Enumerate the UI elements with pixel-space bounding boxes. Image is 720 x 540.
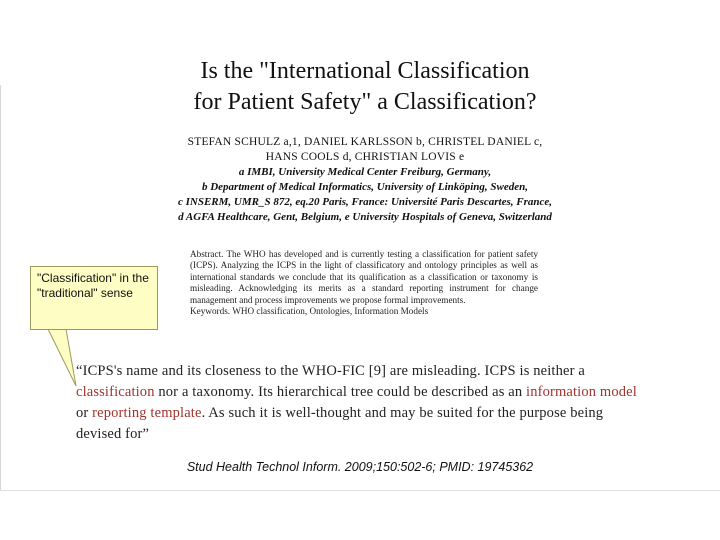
- affiliation-line-3: c INSERM, UMR_S 872, eq.20 Paris, France: Université Paris Descartes, France,: [177, 196, 552, 208]
- abstract-text: Abstract. The WHO has developed and is currently testing a classification for patient safety (ICPS). Analyzing the ICPS in the light of classificatory and ontology principles as well as international standards we conclude that its qualification as a classification or taxonomy is misleading. Acknowledging its merits as a standard reporting instrument for change management and process improvements we propose formal improvements.: [190, 249, 538, 305]
- quote-part-2: nor a taxonomy. Its hierarchical tree could be described as an: [154, 384, 527, 400]
- title-line-1: Is the "International Classification: [200, 58, 530, 84]
- paper-title: [150, 56, 580, 118]
- quote-highlight-classification: classification: [76, 384, 155, 400]
- abstract-block: [190, 249, 538, 317]
- callout-text: "Classification" in the "traditional" sense: [37, 271, 149, 300]
- authors-block: [150, 135, 580, 225]
- quote-highlight-information-model: information model: [526, 384, 637, 400]
- slide-bottom-border: [0, 490, 720, 491]
- authors-line-1: STEFAN SCHULZ a,1, DANIEL KARLSSON b, CHRISTEL DANIEL c,: [187, 136, 543, 148]
- quote-part-3: or: [76, 405, 93, 421]
- quote-part-4: . As such it is well-thought and may be suited for the purpose being devised for”: [76, 405, 604, 442]
- slide-left-border: [0, 85, 1, 490]
- authors-line-2: HANS COOLS d, CHRISTIAN LOVIS e: [265, 151, 465, 163]
- keywords-text: Keywords. WHO classification, Ontologies, Information Models: [190, 306, 429, 317]
- citation: Stud Health Technol Inform. 2009;150:502-6; PMID: 19745362: [186, 460, 534, 474]
- affiliation-line-4: d AGFA Healthcare, Gent, Belgium, e University Hospitals of Geneva, Switzerland: [178, 211, 552, 223]
- affiliation-line-2: b Department of Medical Informatics, University of Linköping, Sweden,: [201, 181, 529, 193]
- quote-block: [76, 361, 646, 445]
- quote-highlight-reporting-template: reporting template: [92, 405, 202, 421]
- callout-box: [30, 266, 158, 330]
- title-line-2: for Patient Safety" a Classification?: [193, 89, 537, 115]
- quote-part-1: “ICPS's name and its closeness to the WHO-FIC [9] are misleading. ICPS is neither a: [76, 363, 585, 379]
- affiliation-line-1: a IMBI, University Medical Center Freiburg, Germany,: [238, 166, 492, 178]
